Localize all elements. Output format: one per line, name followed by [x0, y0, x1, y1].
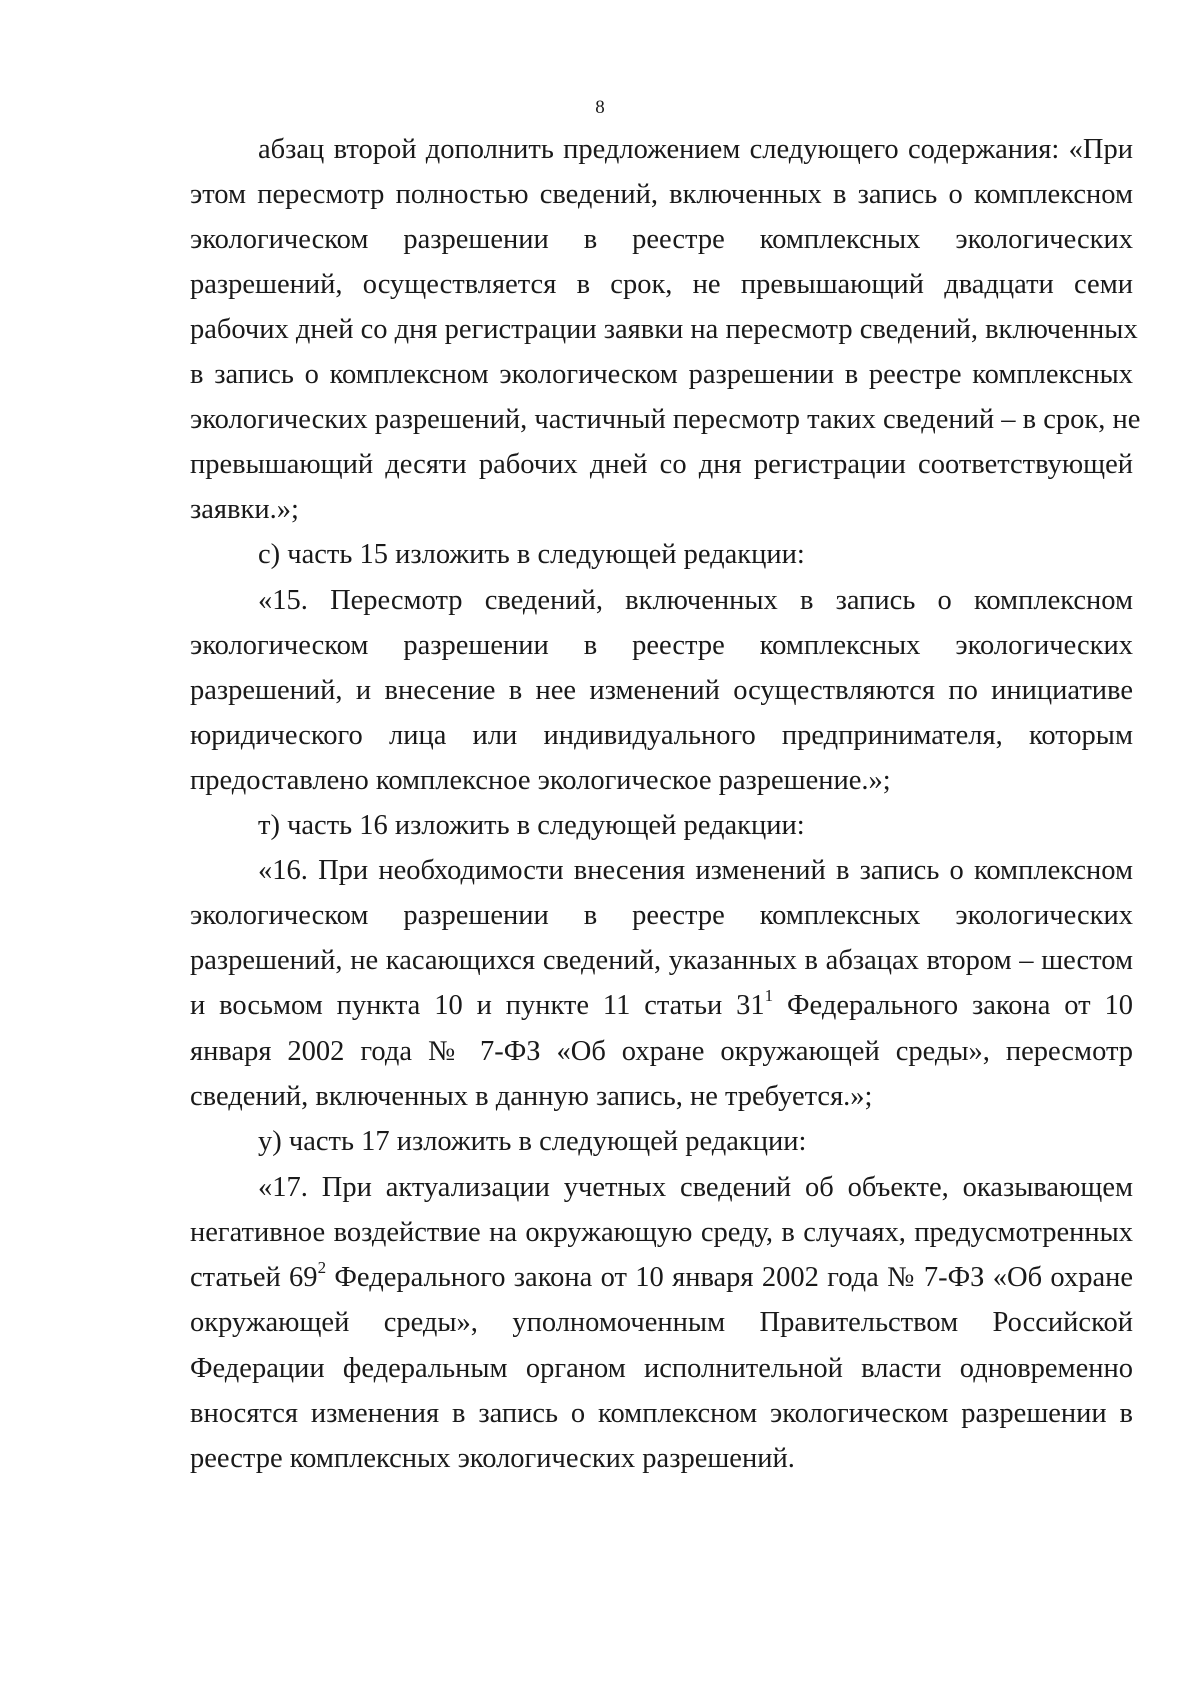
text-line-20 [190, 985, 1133, 1024]
superscript-1: 1 [764, 985, 774, 1005]
text-line-7: экологических разрешений, частичный пересмотр таких сведений – в срок, не [190, 404, 1141, 435]
text-line-26-part-2: Федерального закона от 10 января 2002 года № 7-ФЗ «Об охране [326, 1262, 1133, 1293]
text-line-21: января 2002 года № 7-ФЗ «Об охране окружающей среды», пересмотр [190, 1036, 1133, 1067]
text-line-26-part-1: статьей 69 [190, 1262, 318, 1293]
text-line-15: предоставлено комплексное экологическое разрешение.»; [190, 765, 891, 796]
superscript-2: 2 [317, 1257, 327, 1277]
text-line-10: с) часть 15 изложить в следующей редакции: [258, 539, 805, 570]
text-line-19: разрешений, не касающихся сведений, указанных в абзацах втором – шестом [190, 945, 1133, 976]
text-line-29: вносятся изменения в запись о комплексном экологическом разрешении в [190, 1398, 1133, 1429]
text-line-2: этом пересмотр полностью сведений, включенных в запись о комплексном [190, 179, 1133, 210]
text-line-13: разрешений, и внесение в нее изменений осуществляются по инициативе [190, 675, 1133, 706]
text-line-18: экологическом разрешении в реестре комплексных экологических [190, 900, 1133, 931]
text-line-5: рабочих дней со дня регистрации заявки на пересмотр сведений, включенных [190, 314, 1138, 345]
text-line-30: реестре комплексных экологических разрешений. [190, 1443, 795, 1474]
text-line-6: в запись о комплексном экологическом разрешении в реестре комплексных [190, 359, 1133, 390]
text-line-22: сведений, включенных в данную запись, не требуется.»; [190, 1081, 873, 1112]
text-line-16: т) часть 16 изложить в следующей редакции: [258, 810, 805, 841]
text-line-11: «15. Пересмотр сведений, включенных в запись о комплексном [258, 585, 1133, 616]
text-line-12: экологическом разрешении в реестре комплексных экологических [190, 630, 1133, 661]
text-line-27: окружающей среды», уполномоченным Правительством Российской [190, 1307, 1133, 1338]
text-line-8: превышающий десяти рабочих дней со дня регистрации соответствующей [190, 449, 1133, 480]
text-line-3: экологическом разрешении в реестре комплексных экологических [190, 224, 1133, 255]
text-line-17: «16. При необходимости внесения изменений в запись о комплексном [258, 855, 1133, 886]
text-line-1: абзац второй дополнить предложением следующего содержания: «При [258, 134, 1133, 165]
text-line-20-part-2: Федерального закона от 10 [773, 990, 1133, 1021]
text-line-26 [190, 1257, 1133, 1296]
text-line-25: негативное воздействие на окружающую среду, в случаях, предусмотренных [190, 1217, 1133, 1248]
text-line-14: юридического лица или индивидуального предпринимателя, которым [190, 720, 1133, 751]
text-line-28: Федерации федеральным органом исполнительной власти одновременно [190, 1353, 1133, 1384]
text-line-4: разрешений, осуществляется в срок, не превышающий двадцати семи [190, 269, 1133, 300]
text-line-24: «17. При актуализации учетных сведений об объекте, оказывающем [258, 1172, 1133, 1203]
text-line-9: заявки.»; [190, 494, 299, 525]
page-number: 8 [595, 97, 605, 118]
text-line-23: у) часть 17 изложить в следующей редакции: [258, 1126, 807, 1157]
text-line-20-part-1: и восьмом пункта 10 и пункте 11 статьи 31 [190, 990, 765, 1021]
